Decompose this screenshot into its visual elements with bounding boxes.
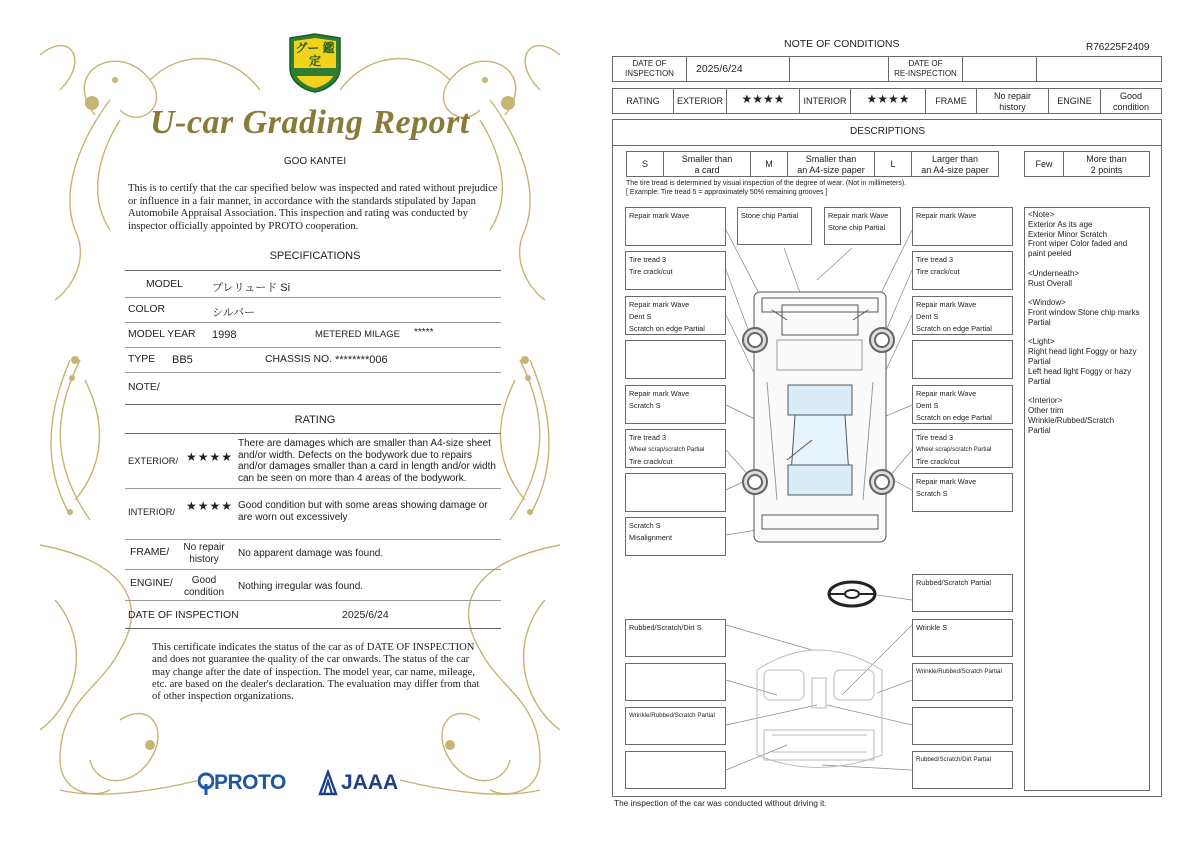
note-line: Front wiper Color faded and [1028,239,1128,249]
model-value: プレリュード Si [212,282,291,294]
note-line: paint peeled [1028,249,1072,259]
left-damage-box [625,296,726,335]
date-of-inspection-value-sheet: 2025/6/24 [696,63,743,75]
specifications-heading: SPECIFICATIONS [269,250,361,262]
interior-left-box [625,663,726,701]
note-line: Exterior As its age [1028,219,1093,229]
legend-few-desc: More than 2 points [1063,151,1150,177]
box-text: Scratch on edge Partial [916,324,992,333]
note-line: Rust Overall [1028,278,1073,288]
note-label: NOTE/ [128,382,160,393]
box-text: Wheel scrap/scratch Partial [916,446,992,453]
note-line: Left head light Foggy or hazy [1028,366,1132,376]
box-text: Wrinkle/Rubbed/Scratch Partial [916,668,1002,675]
note-line: Partial [1028,356,1051,366]
top-mid-damage-box [824,207,901,245]
chassis-value: ********006 [335,354,388,366]
model-year-label: MODEL YEAR [128,329,196,340]
interior-description: Good condition but with some areas showing damage or are worn out excessively [238,500,488,523]
note-line: Right head light Foggy or hazy [1028,347,1137,357]
interior-right-box [912,751,1013,789]
interior-right-box [912,574,1013,612]
interior-left-box [625,707,726,745]
box-text: Repair mark Wave [828,211,889,220]
legend-m-desc: Smaller than an A4-size paper [787,151,875,177]
engine-description: Nothing irregular was found. [238,581,364,592]
interior-left-box [625,751,726,789]
certificate-disclaimer: This certificate indicates the status of the car as of DATE OF INSPECTION and does not guarantee the quality of the car onwards. The status of the car may change after the date of inspection. The model year, car name, mileage, etc. are based on the dealer's declaration. The evaluation may differ from that of other inspection organizations. [152,642,480,703]
descriptions-heading: DESCRIPTIONS [850,126,926,137]
note-line: <Underneath> [1028,268,1080,278]
box-text: Tire crack/cut [629,267,673,276]
exterior-label-cell: EXTERIOR [673,88,727,114]
box-text: Rubbed/Scratch/Dirt S [629,623,702,632]
legend-s: S [626,151,664,177]
frame-value-cell: No repair history [976,88,1049,114]
reinspection-cell: DATE OF RE-INSPECTION [888,56,963,82]
box-text: Tire crack/cut [916,267,960,276]
box-text: Repair mark Wave [629,389,690,398]
box-text: Repair mark Wave [629,211,690,220]
box-text: Rubbed/Scratch/Dirt Partial [916,756,991,763]
box-text: Stone chip Partial [741,211,799,220]
right-damage-box [912,385,1013,424]
box-text: Scratch S [629,401,661,410]
note-line: Partial [1028,376,1051,386]
date-of-inspection-label: DATE OF INSPECTION [128,610,239,621]
reference-number: R76225F2409 [1086,42,1150,53]
engine-value-cell: Good condition [1100,88,1162,114]
box-text: Scratch S [629,521,661,530]
exterior-stars-cell: ★★★★ [726,88,800,114]
box-text: Dent S [629,312,652,321]
box-text: Tire tread 3 [629,433,667,442]
report-subtitle: GOO KANTEI [283,156,347,167]
box-text: Tire crack/cut [916,457,960,466]
sheet-title: NOTE OF CONDITIONS [784,38,900,50]
interior-right-box [912,663,1013,701]
box-text: Wrinkle/Rubbed/Scratch Partial [629,712,715,719]
frame-label-cell: FRAME [925,88,977,114]
frame-description: No apparent damage was found. [238,548,384,559]
box-text: Scratch on edge Partial [916,413,992,422]
certification-statement: This is to certify that the car specified below was inspected and rated without prejudice or influence in a fair manner, in accordance with the standards stipulated by Japan Automobile Appraisal Association. This inspection and rating was conducted by inspector officially appointed by PROTO cooperation. [128,183,498,232]
interior-left-box [625,619,726,657]
frame-value: No repair history [183,542,225,565]
interior-stars: ★★★★ [186,499,234,513]
metered-mileage-label: METERED MILAGE [315,329,400,340]
model-year-value: 1998 [212,329,237,341]
legend-s-desc: Smaller than a card [663,151,751,177]
type-label: TYPE [128,354,156,365]
box-text: Repair mark Wave [916,211,977,220]
note-line: Partial [1028,425,1051,435]
right-damage-box [912,473,1013,512]
box-text: Misalignment [629,533,672,542]
right-damage-box [912,296,1013,335]
date-of-inspection-value: 2025/6/24 [342,609,389,621]
box-text: Scratch on edge Partial [629,324,705,333]
date-of-inspection-cell: DATE OF INSPECTION [612,56,687,82]
color-value: シルバー [212,307,255,319]
right-damage-box [912,251,1013,290]
left-damage-box [625,517,726,556]
left-damage-box [625,473,726,512]
box-text: Tire tread 3 [916,255,954,264]
top-mid-damage-box [737,207,812,245]
note-line: <Light> [1028,337,1055,347]
box-text: Tire crack/cut [629,457,673,466]
note-line: <Window> [1028,298,1066,308]
interior-right-box [912,619,1013,657]
engine-label-cell: ENGINE [1048,88,1101,114]
exterior-label: EXTERIOR/ [128,456,179,466]
box-text: Stone chip Partial [828,223,886,232]
right-damage-box [912,207,1013,246]
note-line [1028,328,1148,338]
frame-label: FRAME/ [130,547,170,558]
badge-text: グー 鑑定 [295,41,335,68]
note-line: Exterior Minor Scratch [1028,229,1108,239]
box-text: Rubbed/Scratch Partial [916,578,992,587]
left-damage-box [625,340,726,379]
legend-l: L [874,151,912,177]
note-line [1028,386,1148,396]
report-title: U-car Grading Report [150,104,470,141]
note-line: <Interior> [1028,396,1063,406]
interior-stars-cell: ★★★★ [850,88,926,114]
right-damage-box [912,429,1013,468]
left-damage-box [625,251,726,290]
jaaa-logo-icon [318,770,338,796]
steering-wheel-icon [829,582,875,606]
legend-few: Few [1024,151,1064,177]
tire-note-line-2: [ Example: Tire tread 5 = approximately 50% remaining grooves ] [626,189,828,196]
jaaa-logo-text: JAAA [341,771,399,794]
legend-l-desc: Larger than an A4-size paper [911,151,999,177]
rating-label-cell: RATING [612,88,674,114]
left-damage-box [625,207,726,246]
rating-heading: RATING [294,414,336,426]
chassis-label: CHASSIS NO. [265,354,332,365]
proto-logo-text: PROTO [214,771,286,794]
engine-label: ENGINE/ [130,578,173,589]
left-damage-box [625,429,726,468]
left-damage-box [625,385,726,424]
note-line: Front window Stone chip marks [1028,307,1140,317]
type-value: BB5 [172,354,193,366]
box-text: Repair mark Wave [629,300,690,309]
note-line: Wrinkle/Rubbed/Scratch [1028,415,1115,425]
note-line [1028,288,1148,298]
note-line: <Note> [1028,210,1055,219]
interior-label: INTERIOR/ [128,507,176,517]
model-label: MODEL [146,279,183,290]
interior-right-box [912,707,1013,745]
interior-label-cell: INTERIOR [799,88,851,114]
metered-mileage-value: ***** [414,327,434,338]
note-line: Partial [1028,317,1051,327]
box-text: Repair mark Wave [916,389,977,398]
box-text: Wrinkle S [916,623,948,632]
box-text: Dent S [916,401,939,410]
proto-logo-icon [198,770,214,796]
notes-list [1028,210,1148,435]
note-line: Other trim [1028,405,1064,415]
engine-value: Good condition [183,575,225,598]
box-text: Repair mark Wave [916,300,977,309]
exterior-stars: ★★★★ [186,450,234,464]
sheet-footer: The inspection of the car was conducted without driving it. [614,798,827,808]
box-text: Tire tread 3 [629,255,667,264]
box-text: Repair mark Wave [916,477,977,486]
box-text: Wheel scrap/scratch Partial [629,446,705,453]
note-line [1028,259,1148,269]
color-label: COLOR [128,304,165,315]
right-damage-box [912,340,1013,379]
box-text: Tire tread 3 [916,433,954,442]
legend-m: M [750,151,788,177]
box-text: Scratch S [916,489,948,498]
exterior-description: There are damages which are smaller than A4-size sheet and/or width. Defects on the bodywork due to repairs and/or damages smaller than a card in length and/or width can be seen on more than 4 areas of the bodywork. [238,438,496,484]
tire-note-line-1: The tire tread is determined by visual inspection of the degree of wear. (Not in millimeters). [626,180,907,187]
box-text: Dent S [916,312,939,321]
